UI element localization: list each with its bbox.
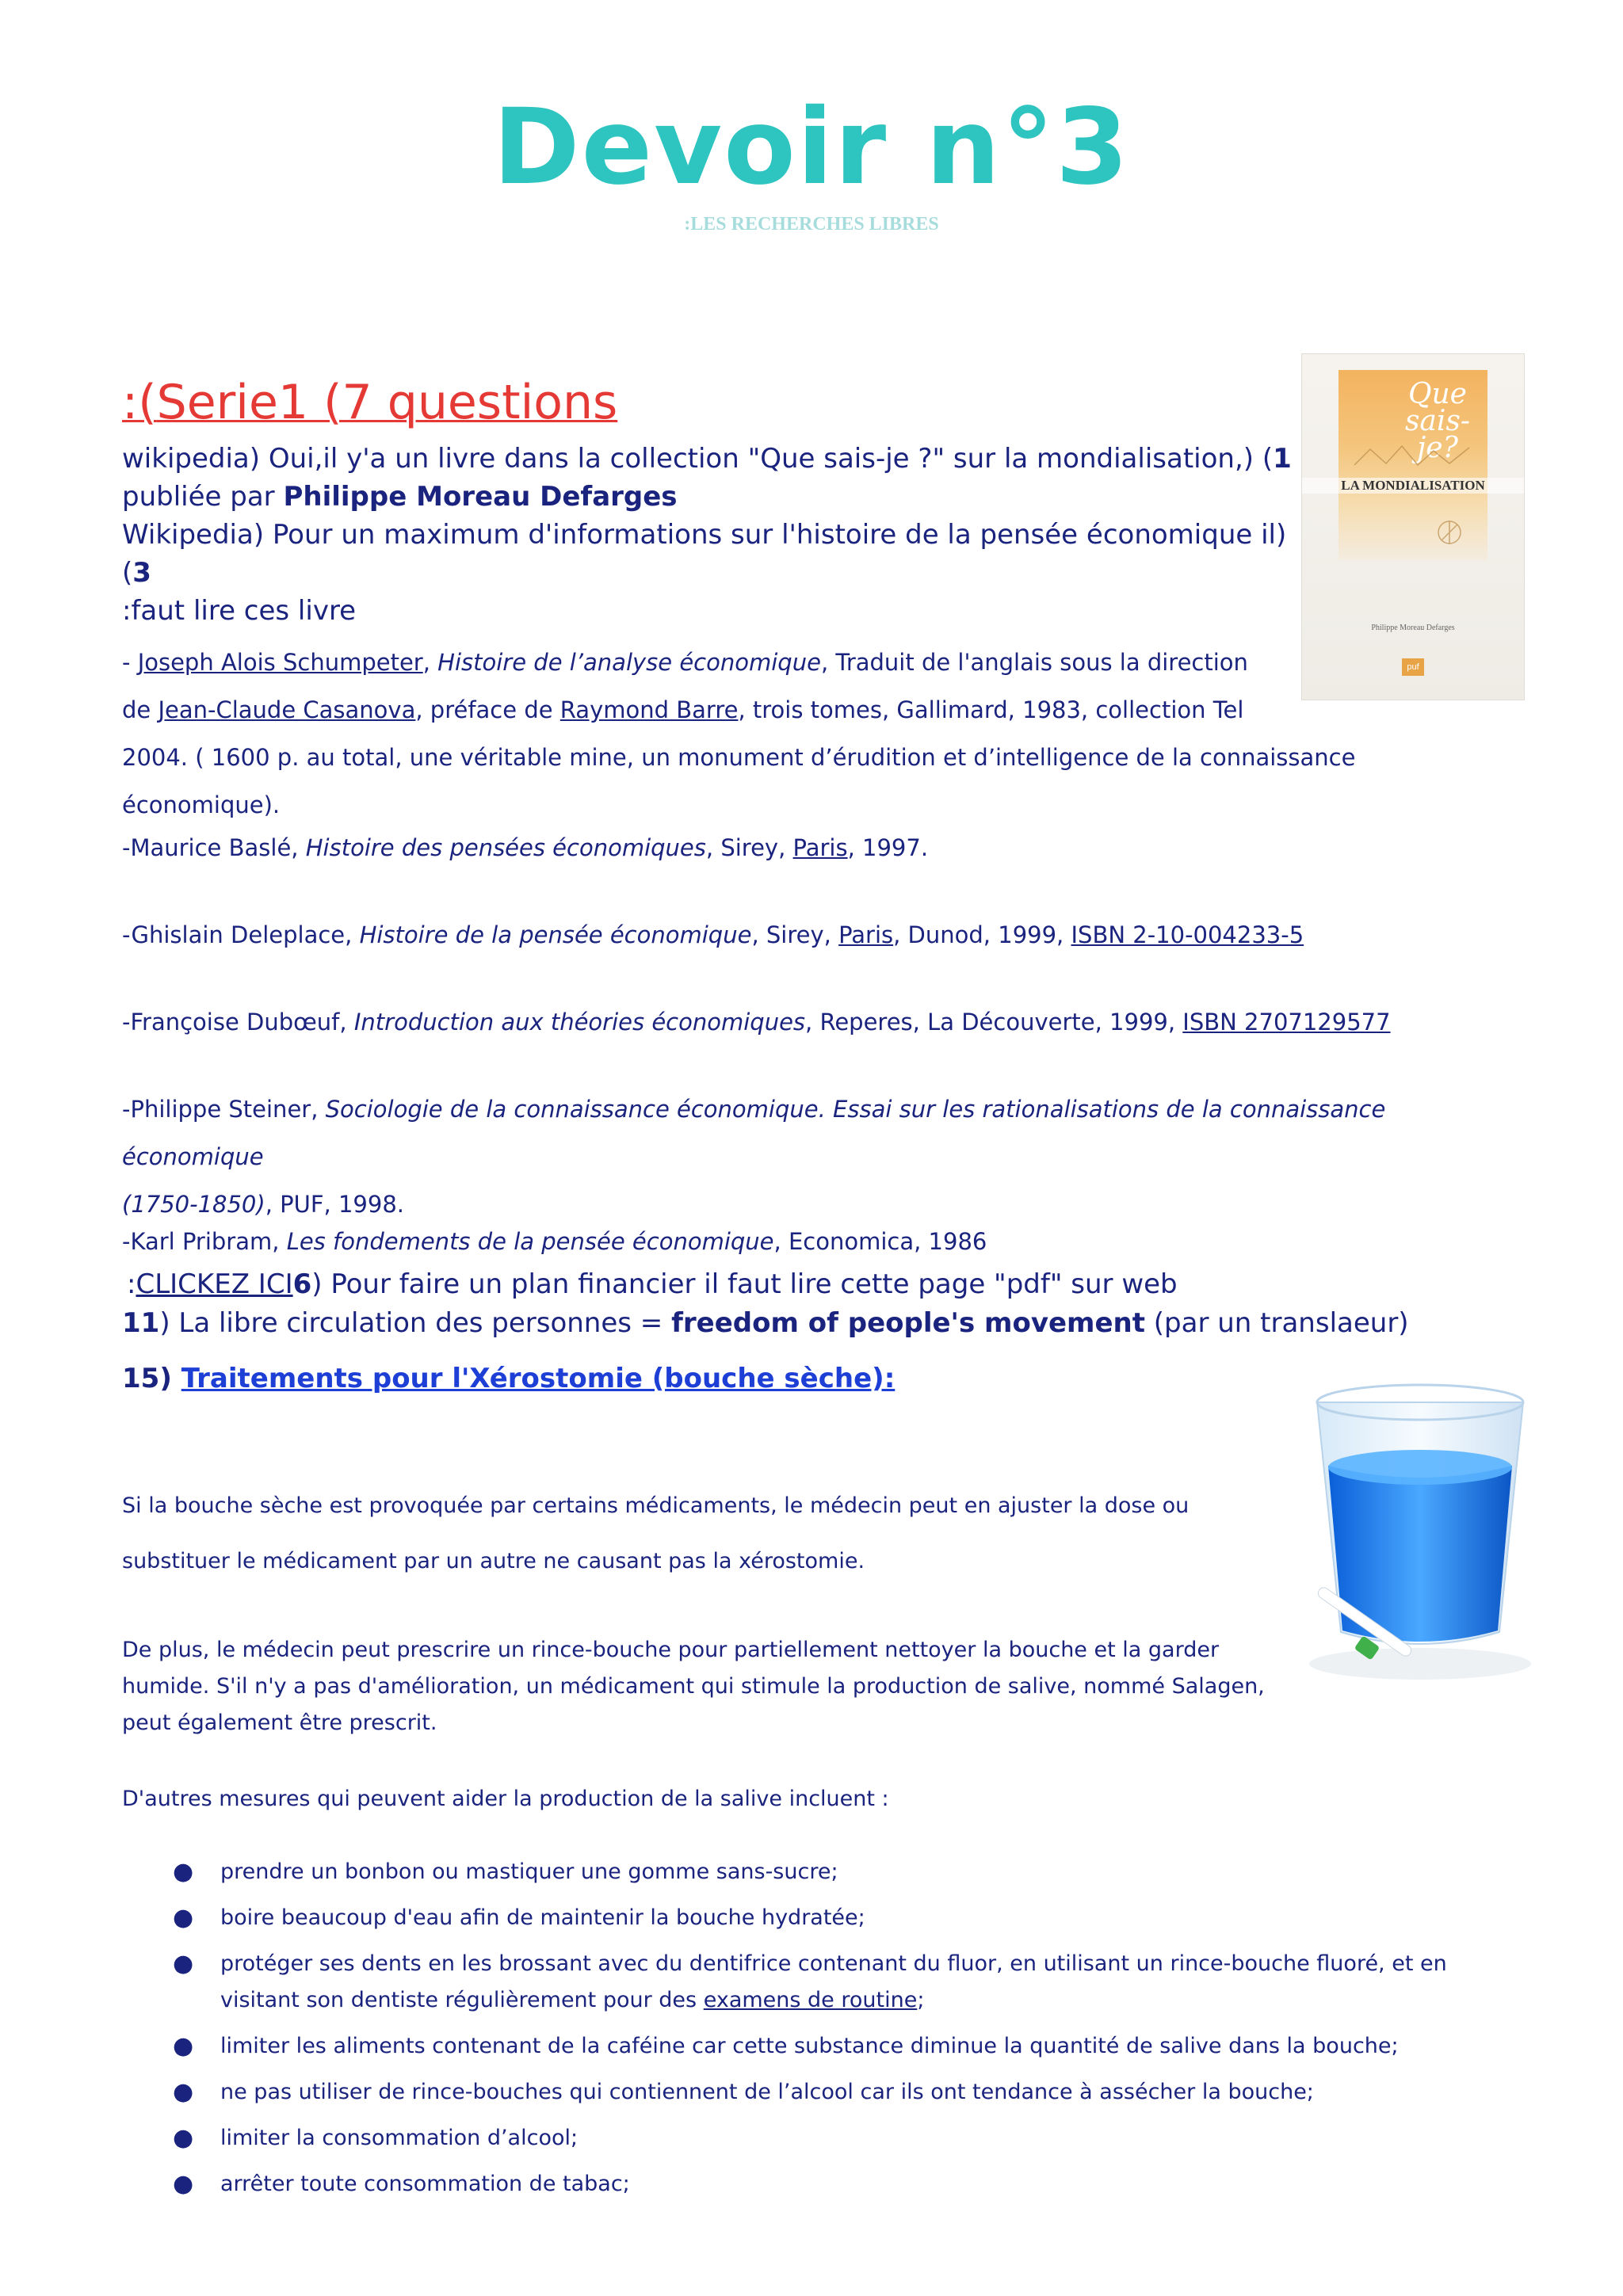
ref-dash: - (122, 649, 138, 676)
q6-prefix: : (127, 1268, 136, 1300)
xero-text: humide. S'il n'y a pas d'amélioration, un médicament qui stimule la production de salive, nommé Salagen, (122, 1674, 1265, 1699)
serie-heading (122, 375, 618, 430)
ref-author: -Philippe Steiner, (122, 1096, 326, 1123)
book-cover-publisher-logo: puf (1402, 658, 1424, 676)
ref-schumpeter (122, 639, 1501, 829)
ref-title: (1750-1850) (122, 1191, 265, 1218)
q11-text-end: (par un translaeur) (1144, 1307, 1409, 1339)
bullet-icon: ● (173, 2078, 194, 2106)
link-casanova[interactable]: Jean-Claude Casanova (158, 696, 416, 723)
book-cover-art (1338, 370, 1487, 560)
ref-steiner (122, 1085, 1501, 1228)
ref-text: , 1997. (847, 834, 929, 861)
ref-text: , trois tomes, Gallimard, 1983, collection Tel (738, 696, 1244, 723)
q3-number: 3 (132, 557, 151, 589)
ref-title: Les fondements de la pensée économique (286, 1228, 774, 1255)
list-item-text: visitant son dentiste régulièrement pour des (220, 1988, 704, 2012)
link-schumpeter[interactable]: Joseph Alois Schumpeter (137, 649, 423, 676)
q11-translation: freedom of people's movement (671, 1307, 1145, 1339)
ref-title: Histoire de la pensée économique (359, 921, 752, 948)
list-item-text: ne pas utiliser de rince-bouches qui contiennent de l’alcool car ils ont tendance à assécher la bouche; (220, 2080, 1314, 2104)
link-paris[interactable]: Paris (792, 834, 848, 861)
q1-author: Philippe Moreau Defarges (283, 481, 678, 513)
ref-title: Histoire des pensées économiques (305, 834, 706, 861)
q6-number: 6 (292, 1268, 312, 1300)
page-subtitle: :LES RECHERCHES LIBRES (684, 214, 939, 235)
bullet-icon: ● (173, 2032, 194, 2060)
list-item-text: arrêter toute consommation de tabac; (220, 2172, 630, 2196)
q6-text: ) Pour faire un plan financier il faut lire cette page "pdf" sur web (311, 1268, 1178, 1300)
ref-text: , préface de (415, 696, 560, 723)
xero-text: De plus, le médecin peut prescrire un rince-bouche pour partiellement nettoyer la bouche et la garder (122, 1638, 1220, 1662)
xero-bullet-list (122, 1854, 1517, 2212)
q11-number: 11 (122, 1307, 160, 1339)
question-11 (122, 1304, 1501, 1342)
ref-author: -Françoise Dubœuf, (122, 1009, 354, 1035)
list-item (122, 2166, 1517, 2203)
list-item (122, 2074, 1517, 2111)
question-6 (127, 1265, 1474, 1303)
link-isbn[interactable]: ISBN 2707129577 (1182, 1009, 1391, 1035)
q3-text: Wikipedia) Pour un maximum d'informations sur l'histoire de la pensée économique il) ( (122, 519, 1287, 589)
list-item (122, 2120, 1517, 2157)
page-title: Devoir n°3 (493, 86, 1130, 208)
question-1 (122, 440, 1295, 516)
ref-text: de (122, 696, 158, 723)
ref-text: , Reperes, La Découverte, 1999, (805, 1009, 1183, 1035)
xero-paragraph-2 (122, 1632, 1295, 1741)
question-3 (122, 516, 1295, 630)
list-item-text: limiter les aliments contenant de la caféine car cette substance diminue la quantité de salive dans la bouche; (220, 2034, 1399, 2058)
ref-title: Introduction aux théories économiques (353, 1009, 806, 1035)
blue-glass-illustration (1301, 1379, 1539, 1692)
ref-deleplace (122, 911, 1501, 959)
question-15 (122, 1360, 1501, 1398)
xero-paragraph-1 (122, 1478, 1295, 1589)
ref-sep: , (422, 649, 438, 676)
book-cover-title: LA MONDIALISATION (1302, 478, 1524, 494)
list-item (122, 1900, 1517, 1936)
q3-text-2: :faut lire ces livre (122, 595, 357, 627)
link-isbn[interactable]: ISBN 2-10-004233-5 (1071, 921, 1304, 948)
list-item-text: ; (917, 1988, 925, 2012)
bullet-icon: ● (173, 1858, 194, 1886)
ref-title: Sociologie de la connaissance économique. Essai sur les rationalisations de la connaissance économique (122, 1096, 1386, 1170)
list-item-text: limiter la consommation d’alcool; (220, 2126, 579, 2150)
q1-text: wikipedia) Oui,il y'a un livre dans la collection "Que sais-je ?" sur la mondialisation,) ( (122, 443, 1274, 475)
ref-text: 2004. ( 1600 p. au total, une véritable mine, un monument d’érudition et d’intelligence de la connaissance économique). (122, 744, 1356, 818)
bullet-icon: ● (173, 1950, 194, 1978)
q1-publisher-prefix: publiée par (122, 481, 284, 513)
ref-pribram (122, 1223, 1501, 1260)
xero-text: D'autres mesures qui peuvent aider la production de la salive incluent : (122, 1787, 889, 1811)
book-cover-series: Que sais-je? (1404, 378, 1471, 464)
glass-image (1301, 1379, 1539, 1692)
xerostomie-link[interactable]: Traitements pour l'Xérostomie (bouche sèche): (181, 1363, 896, 1394)
ref-text: , PUF, 1998. (265, 1191, 404, 1218)
list-item-text: boire beaucoup d'eau afin de maintenir la bouche hydratée; (220, 1905, 865, 1930)
ref-text: , Economica, 1986 (773, 1228, 987, 1255)
bullet-icon: ● (173, 2170, 194, 2198)
bullet-icon: ● (173, 1904, 194, 1932)
q1-number: 1 (1273, 443, 1292, 475)
ref-author: -Maurice Baslé, (122, 834, 306, 861)
xero-paragraph-3 (122, 1781, 1501, 1817)
bullet-icon: ● (173, 2124, 194, 2152)
ref-text: , Sirey, (751, 921, 839, 948)
book-cover-author: Philippe Moreau Defarges (1371, 624, 1455, 632)
ref-text: , Dunod, 1999, (893, 921, 1071, 948)
ref-duboeuf (122, 998, 1501, 1046)
list-item-text: protéger ses dents en les brossant avec du dentifrice contenant du fluor, en utilisant un rince-bouche fluoré, et en (220, 1951, 1447, 1976)
xero-text: Si la bouche sèche est provoquée par certains médicaments, le médecin peut en ajuster la dose ou (122, 1493, 1190, 1518)
ref-title: Histoire de l’analyse économique (437, 649, 821, 676)
link-barre[interactable]: Raymond Barre (559, 696, 739, 723)
list-item (122, 2028, 1517, 2065)
clickez-ici-link[interactable]: CLICKEZ ICI (136, 1268, 293, 1300)
link-paris[interactable]: Paris (838, 921, 894, 948)
list-item (122, 1946, 1517, 2019)
book-cover-drawing (1338, 370, 1487, 560)
ref-basle (122, 824, 1501, 871)
ref-author: -Karl Pribram, (122, 1228, 287, 1255)
ref-text: , Traduit de l'anglais sous la direction (820, 649, 1248, 676)
q11-text: ) La libre circulation des personnes = (159, 1307, 672, 1339)
serie-label: Serie1 (7 questions (156, 375, 618, 430)
ref-author: -Ghislain Deleplace, (122, 921, 360, 948)
list-item (122, 1854, 1517, 1890)
xero-text: substituer le médicament par un autre ne causant pas la xérostomie. (122, 1549, 865, 1573)
serie-prefix: :( (122, 375, 157, 430)
list-item-text: prendre un bonbon ou mastiquer une gomme sans-sucre; (220, 1859, 838, 1884)
xero-text: peut également être prescrit. (122, 1711, 437, 1735)
ref-text: , Sirey, (705, 834, 793, 861)
q15-number: 15) (122, 1363, 181, 1394)
examens-de-routine-link[interactable]: examens de routine (703, 1988, 918, 2012)
